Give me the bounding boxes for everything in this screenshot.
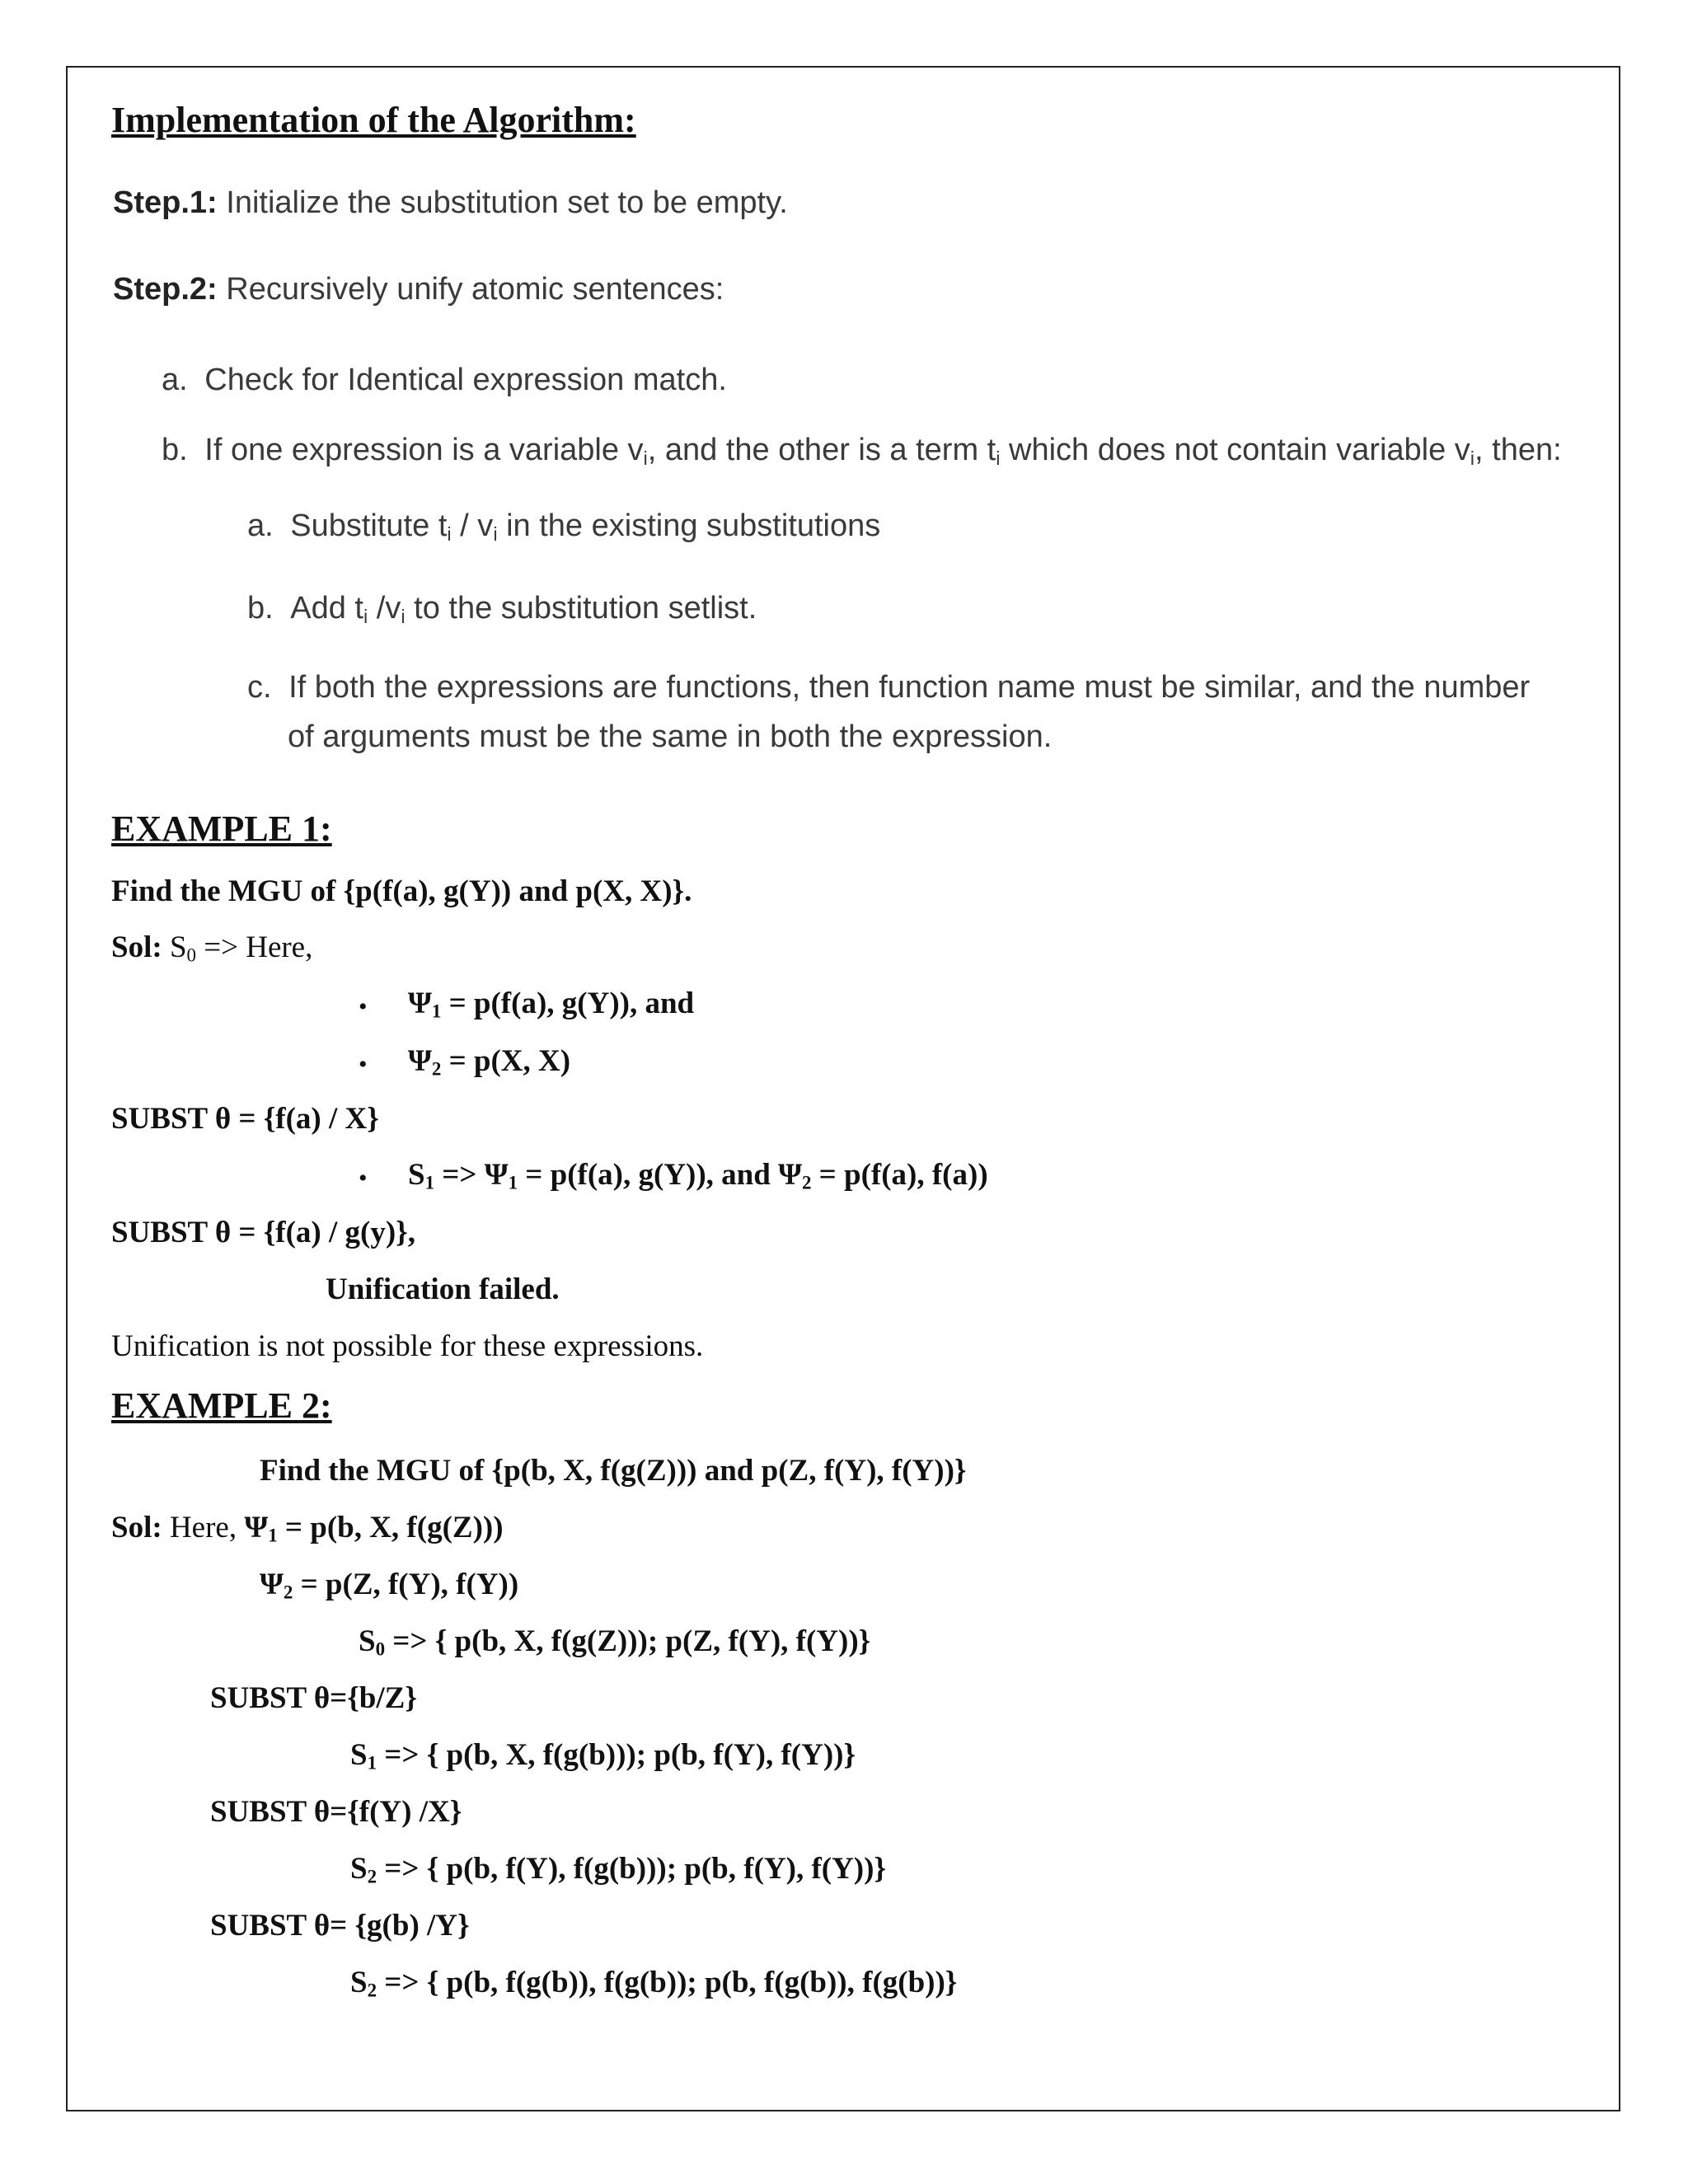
sub-item-c-continued: of arguments must be the same in both the expression. bbox=[288, 719, 1053, 754]
list-item-text: Add $t_i$ $/v_i$ to the substitution setlist. bbox=[290, 591, 757, 627]
list-marker: a. bbox=[162, 363, 188, 397]
bullet: • bbox=[359, 1165, 368, 1192]
example-2-solution: Sol: Here, $\Psi_1 = p(b$, X, f(g(Z))) bbox=[111, 1511, 504, 1546]
step-2-label: Step.2: bbox=[113, 272, 218, 307]
bullet: • bbox=[359, 993, 368, 1020]
example-1-conclusion: Unification is not possible for these expressions. bbox=[111, 1329, 704, 1363]
step-1 bbox=[113, 185, 788, 221]
s2-line-b: $S_2$ => { p(b, f(g(b)), f(g(b)); p(b, f(g(b)), f(g(b))} bbox=[350, 1966, 958, 2001]
s1-line: $S_1 => \Psi_1 = p(f(a)$, g(Y)), and $\Psi_2 = p(f(a)$, f(a)) bbox=[408, 1158, 988, 1193]
list-item-text: Check for Identical expression match. bbox=[204, 363, 727, 397]
s0-line: $S_0$ => { p(b, X, f(g(Z))); p(Z, f(Y), f(Y))} bbox=[359, 1624, 871, 1660]
example-1-solution: Sol: $S_0$ => Here, bbox=[111, 930, 313, 966]
example-1-title: EXAMPLE 1: bbox=[111, 808, 332, 849]
list-marker: c. bbox=[247, 670, 272, 705]
subst-gb-y: SUBST θ= {g(b) /Y} bbox=[210, 1909, 470, 1943]
list-marker: a. bbox=[247, 509, 274, 543]
subst-fy-x: SUBST θ={f(Y) /X} bbox=[210, 1795, 462, 1829]
sub-item-a bbox=[247, 509, 880, 544]
list-item-text: Substitute $t_i / v_i$ in the existing substitutions bbox=[290, 509, 881, 545]
subst-2: SUBST θ = {f(a) / g(y)}, bbox=[111, 1216, 416, 1249]
s1-line-ex2: $S_1$ => { p(b, X, f(g(b))); p(b, f(Y), f(Y))} bbox=[350, 1738, 856, 1774]
psi-1: $\Psi_1 = p(f(a)$, g(Y)), and bbox=[408, 987, 695, 1022]
list-item-a bbox=[162, 363, 727, 398]
unification-failed: Unification failed. bbox=[326, 1272, 560, 1306]
psi-2-line: $\Psi_2 = p(Z$, f(Y), f(Y)) bbox=[260, 1568, 519, 1603]
step-1-label: Step.1: bbox=[113, 185, 218, 220]
step-2 bbox=[113, 272, 724, 307]
list-marker: b. bbox=[162, 433, 188, 467]
bullet: • bbox=[359, 1051, 368, 1078]
subst-1: SUBST θ = {f(a) / X} bbox=[111, 1102, 379, 1136]
example-2-question: Find the MGU of {p(b, X, f(g(Z))) and p(Z, f(Y), f(Y))} bbox=[260, 1454, 967, 1488]
section-title: Implementation of the Algorithm: bbox=[111, 100, 636, 140]
sub-item-b bbox=[247, 591, 757, 626]
step-2-text: Recursively unify atomic sentences: bbox=[226, 272, 724, 307]
list-item-text: If both the expressions are functions, then function name must be similar, and the number bbox=[288, 670, 1531, 705]
sub-item-c bbox=[247, 670, 1530, 705]
psi-2: $\Psi_2 = p(X$, X) bbox=[408, 1044, 571, 1080]
list-marker: b. bbox=[247, 591, 274, 626]
step-1-text: Initialize the substitution set to be empty. bbox=[226, 185, 788, 220]
s2-line-a: $S_2$ => { p(b, f(Y), f(g(b))); p(b, f(Y), f(Y))} bbox=[350, 1852, 887, 1887]
example-1-question: Find the MGU of {p(f(a), g(Y)) and p(X, X)}. bbox=[111, 874, 692, 908]
subst-b-z: SUBST θ={b/Z} bbox=[210, 1681, 417, 1715]
list-item-text: If one expression is a variable $v_i$, and the other is a term $t_i$ which does not contain variable $v_i$, then: bbox=[204, 433, 1562, 469]
list-item-b bbox=[162, 433, 1562, 468]
example-2-title: EXAMPLE 2: bbox=[111, 1385, 332, 1426]
